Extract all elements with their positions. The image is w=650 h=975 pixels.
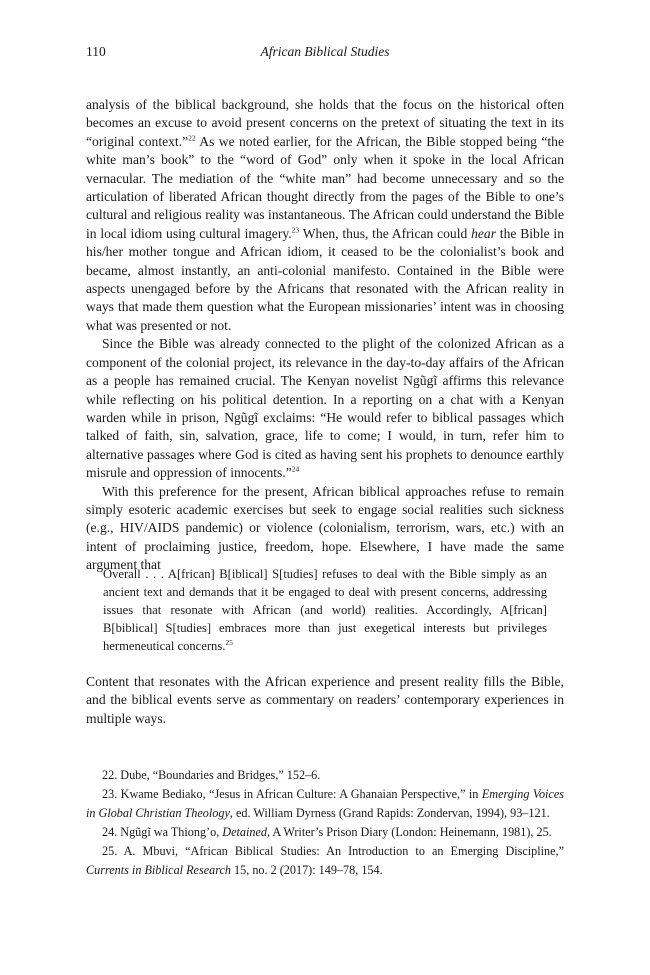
page-header — [86, 44, 564, 64]
main-text — [86, 96, 564, 575]
footnote-23: 23. Kwame Bediako, “Jesus in African Culture: A Ghanaian Perspective,” in Emerging Voices in Global Christian Theology, ed. William Dyrness (Grand Rapids: Zondervan, 1994), 93–121. — [86, 787, 564, 820]
running-title: African Biblical Studies — [260, 44, 390, 59]
footnote-25: 25. A. Mbuvi, “African Biblical Studies: An Introduction to an Emerging Discipline,” Currents in Biblical Research 15, no. 2 (2017): 149–78, 154. — [86, 844, 564, 877]
block-quote: Overall . . . A[frican] B[iblical] S[tudies] refuses to deal with the Bible simply as an ancient text and demands that it be engaged to deal with present concerns, addressing issues that resonate with African (and world) realities. Accordingly, A[frican] B[biblical] S[tudies] embraces more than just exegetical interests but privileges hermeneutical concerns.$^{25}$ — [103, 567, 547, 653]
footnote-ref-23: 23 — [291, 225, 300, 235]
footnote-ref-25: 25 — [225, 637, 233, 647]
paragraph-4: Content that resonates with the African experience and present reality fills the Bible, and the biblical events serve as commentary on readers’ contemporary experiences in multiple ways. — [86, 674, 564, 726]
footnotes — [86, 766, 564, 880]
emphasis-hear: hear — [471, 225, 497, 241]
footnote-24: 24. Ngũgĩ wa Thiong’o, Detained, A Writer’s Prison Diary (London: Heinemann, 1981), 25. — [102, 825, 552, 839]
footnote-ref-24: 24 — [291, 464, 300, 474]
paragraph-3: With this preference for the present, African biblical approaches refuse to remain simply esoteric academic exercises but seek to engage social realities such sickness (e.g., HIV/AIDS pandemic) or violence (colonialism, terrorism, wars, etc.) with an intent of proclaiming justice, freedom, hope. Elsewhere, I have made the same argument that — [86, 483, 564, 573]
closing-text — [86, 673, 564, 728]
paragraph-2: Since the Bible was already connected to the plight of the colonized African as a component of the colonial project, its relevance in the day-to-day affairs of the African as a people has remained crucial. The Kenyan novelist Ngũgĩ affirms this relevance while reflecting on his political detention. In a reporting on a chat with a Kenyan warden while in prison, Ngũgĩ exclaims: “He would refer to biblical passages which talked of faith, sin, salvation, grace, life to come; I would, in turn, refer him to alternative passages where God is cited as having sent his prophets to denounce earthly misrule and oppression of innocents.”$^{24}$ — [86, 336, 564, 481]
footnote-22: 22. Dube, “Boundaries and Bridges,” 152–6. — [102, 768, 321, 782]
page-number: 110 — [86, 44, 106, 59]
paragraph-1: analysis of the biblical background, she holds that the focus on the historical often becomes an excuse to avoid present concerns on the pretext of situating the text in its “original context.”$^{22}$ As we noted earlier, for the African, the Bible stopped being “the white man’s book” to the “word of God” only when it spoke in the local African vernacular. The mediation of the “white man” had become unnecessary and so the articulation of liberated African thought directly from the pages of the Bible to one’s cultural and religious reality was instantaneous. The African could understand the Bible in local idiom using cultural imagery.$^{23}$ When, thus, the African could hear the Bible in his/her mother tongue and African idiom, it ceased to be the colonialist’s book and became, almost instantly, an anti-colonial manifesto. Contained in the Bible were aspects unengaged before by the Africans that resonated with the African reality in ways that made them question what the European missionaries’ intent was in choosing what was presented or not. — [86, 97, 564, 333]
footnote-ref-22: 22 — [188, 133, 196, 143]
